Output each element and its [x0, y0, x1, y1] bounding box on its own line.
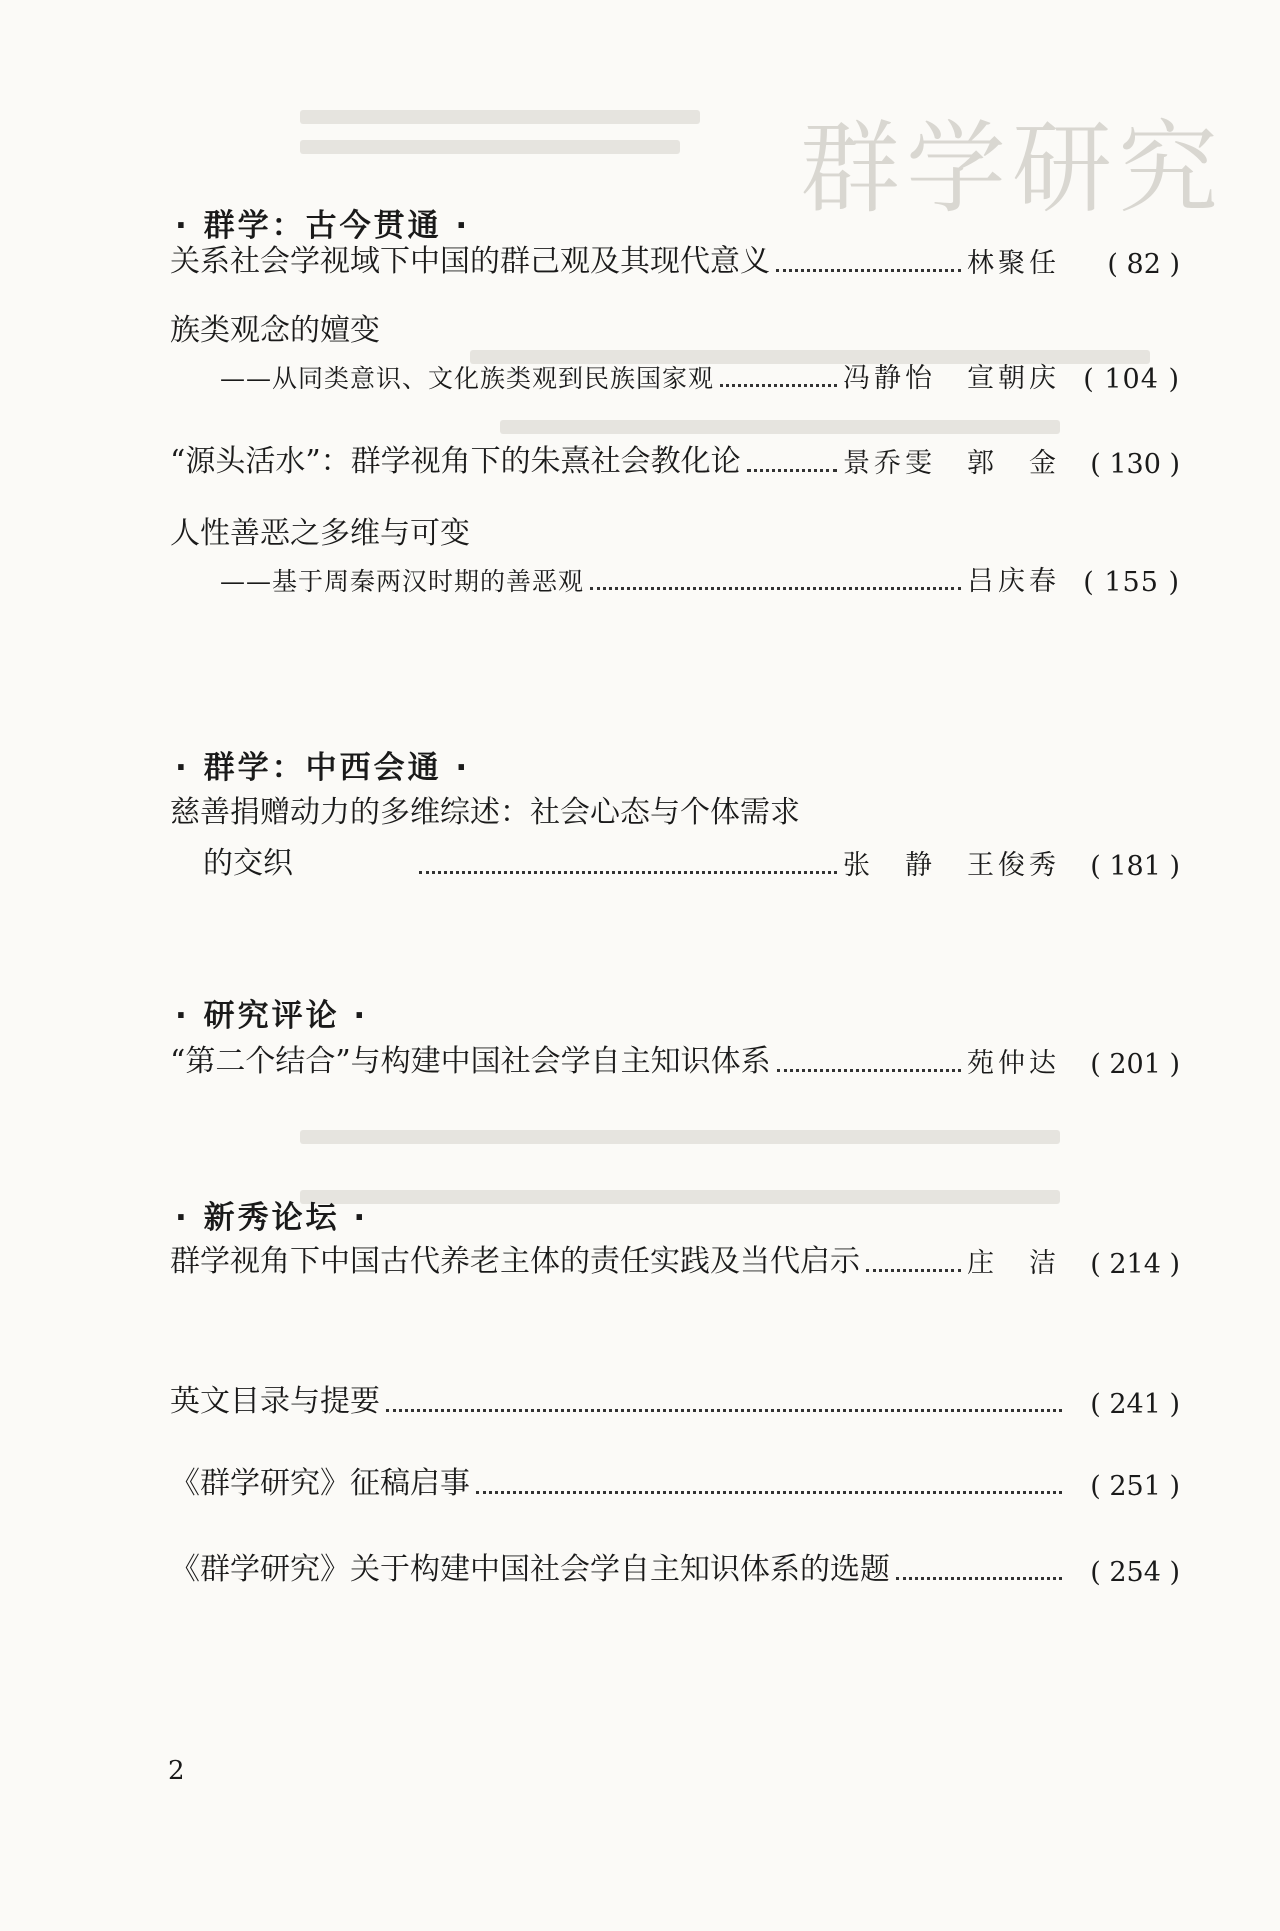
leader-dots — [720, 383, 837, 387]
show-through-line — [500, 420, 1060, 434]
toc-entry[interactable] — [170, 1462, 1180, 1502]
leader-dots — [476, 1490, 1062, 1494]
leader-dots — [747, 468, 837, 472]
toc-entry[interactable] — [220, 558, 1180, 598]
entry-page: ( 201 ) — [1090, 1049, 1180, 1080]
entry-author: 景乔雯 郭 金 — [843, 448, 1060, 479]
leader-dots — [386, 1408, 1062, 1412]
entry-author: 张 静 王俊秀 — [843, 850, 1060, 881]
entry-page: ( 241 ) — [1090, 1389, 1180, 1420]
entry-page: ( 214 ) — [1090, 1249, 1180, 1280]
show-through-line — [300, 1130, 1060, 1144]
toc-entry[interactable] — [170, 1380, 1180, 1420]
leader-dots — [590, 586, 961, 590]
entry-title[interactable]: 慈善捐赠动力的多维综述：社会心态与个体需求 — [170, 795, 800, 830]
toc-entry[interactable] — [170, 1548, 1180, 1588]
entry-page: ( 82 ) — [1107, 249, 1180, 280]
entry-title: 的交织 — [203, 846, 293, 881]
entry-subtitle: ——基于周秦两汉时期的善恶观 — [220, 567, 585, 596]
toc-entry[interactable] — [170, 1240, 1180, 1280]
section-heading-3: · 研究评论 · — [175, 998, 369, 1034]
entry-title[interactable]: 人性善恶之多维与可变 — [170, 516, 470, 551]
leader-dots — [776, 268, 961, 272]
entry-page: ( 251 ) — [1090, 1471, 1180, 1502]
toc-entry[interactable] — [220, 355, 1180, 395]
entry-subtitle: ——从同类意识、文化族类观到民族国家观 — [220, 364, 715, 393]
entry-page: ( 181 ) — [1090, 851, 1180, 882]
show-through-line — [300, 140, 680, 154]
entry-title: 群学视角下中国古代养老主体的责任实践及当代启示 — [170, 1244, 860, 1279]
entry-page: ( 130 ) — [1090, 449, 1180, 480]
leader-dots — [419, 870, 837, 874]
section-heading-2: · 群学：中西会通 · — [175, 750, 471, 786]
entry-title: 关系社会学视域下中国的群己观及其现代意义 — [170, 244, 770, 279]
entry-author: 林聚任 — [967, 248, 1060, 279]
entry-page: ( 104 ) — [1083, 364, 1180, 395]
entry-author: 冯静怡 宣朝庆 — [843, 363, 1060, 394]
show-through-line — [300, 1190, 1060, 1204]
entry-title: 英文目录与提要 — [170, 1384, 380, 1419]
show-through-line — [300, 110, 700, 124]
leader-dots — [866, 1268, 961, 1272]
toc-entry[interactable] — [170, 240, 1180, 280]
section-heading-1: · 群学：古今贯通 · — [175, 208, 471, 244]
entry-page: ( 155 ) — [1083, 567, 1180, 598]
entry-title: 《群学研究》征稿启事 — [170, 1466, 470, 1501]
section-heading-4: · 新秀论坛 · — [175, 1200, 369, 1236]
leader-dots — [896, 1576, 1062, 1580]
leader-dots — [777, 1068, 961, 1072]
show-through-title: 群学研究 — [800, 110, 1224, 227]
toc-entry[interactable] — [170, 440, 1180, 480]
toc-entry[interactable] — [170, 1040, 1180, 1080]
entry-author: 吕庆春 — [967, 566, 1060, 597]
toc-entry[interactable] — [170, 842, 1180, 882]
entry-author: 苑仲达 — [967, 1048, 1060, 1079]
entry-title: “源头活水”：群学视角下的朱熹社会教化论 — [170, 444, 741, 479]
entry-title[interactable]: 族类观念的嬗变 — [170, 313, 380, 348]
entry-title: 《群学研究》关于构建中国社会学自主知识体系的选题 — [170, 1552, 890, 1587]
page-number: 2 — [168, 1756, 185, 1786]
entry-author: 庄 洁 — [967, 1248, 1060, 1279]
entry-title: “第二个结合”与构建中国社会学自主知识体系 — [170, 1044, 771, 1079]
entry-page: ( 254 ) — [1090, 1557, 1180, 1588]
